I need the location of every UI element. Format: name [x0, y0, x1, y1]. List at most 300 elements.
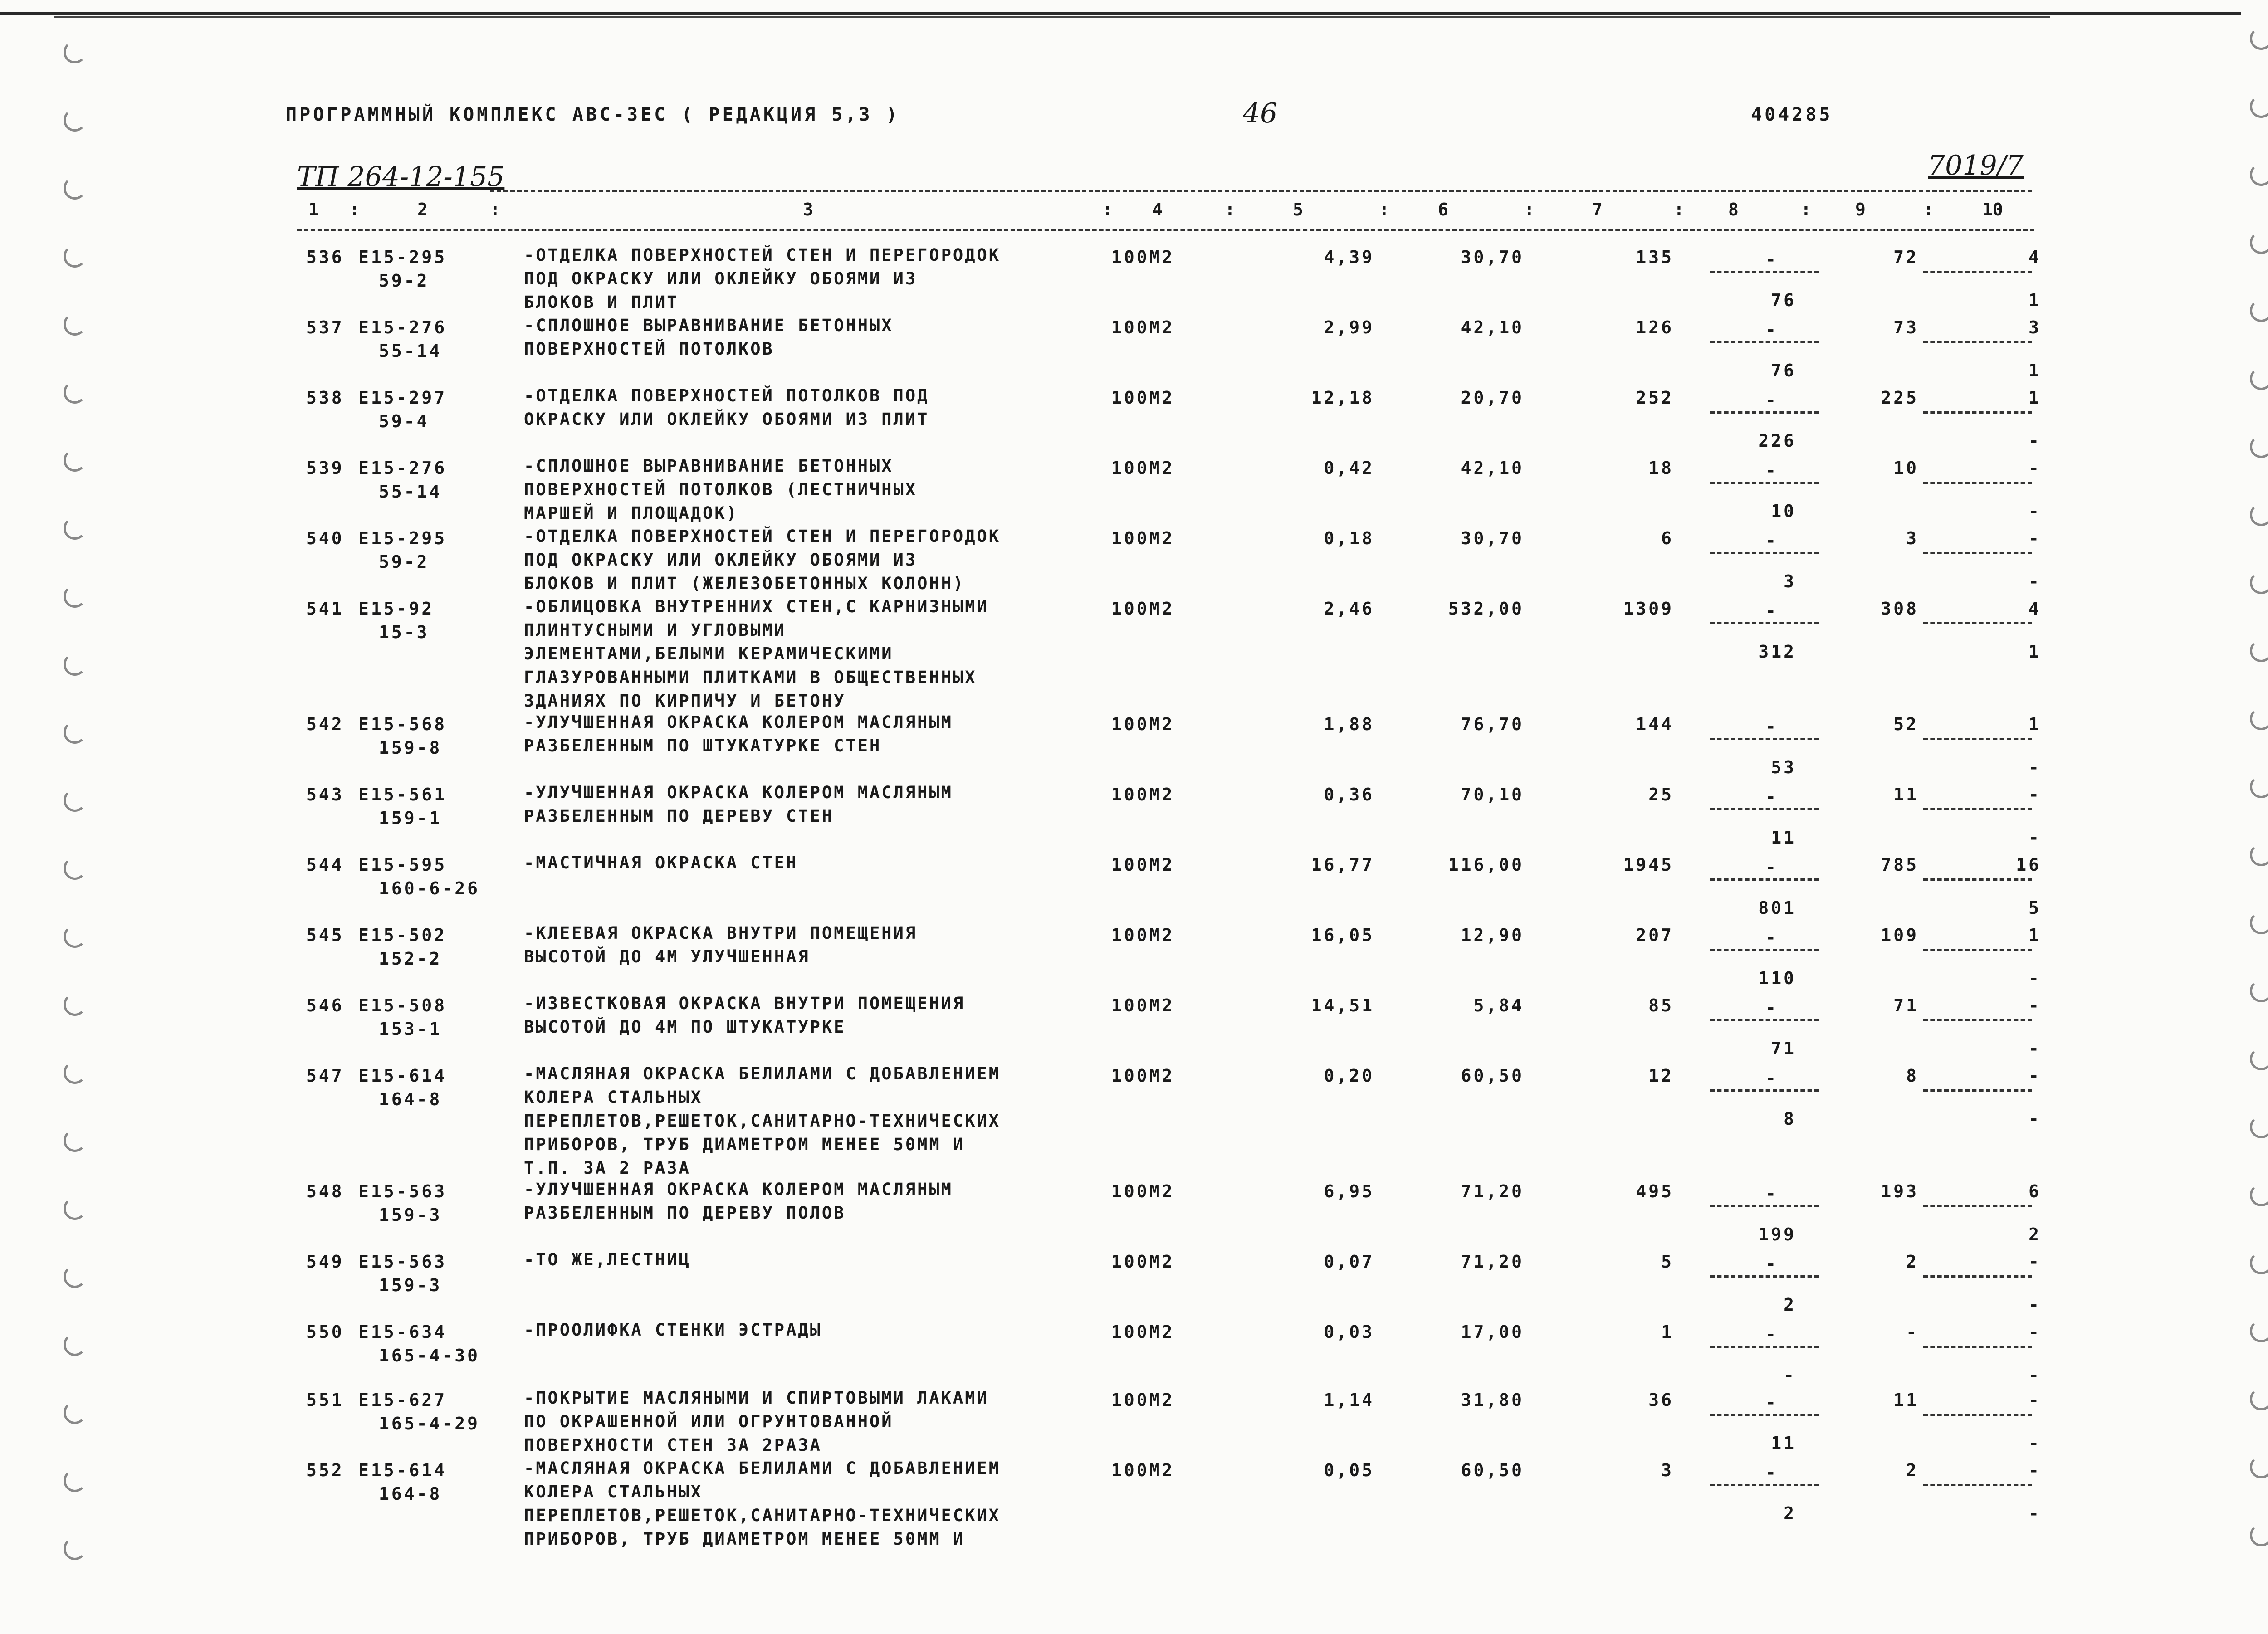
description-line: -ИЗВЕСТКОВАЯ ОКРАСКА ВНУТРИ ПОМЕЩЕНИЯ [524, 994, 965, 1013]
top-border-inner [54, 16, 2050, 18]
col10-divider [1923, 341, 2032, 343]
col8-top: - [1765, 249, 1778, 269]
work-description [524, 454, 1114, 525]
column-separator: : [1674, 200, 1684, 219]
description-line: РАЗБЕЛЕННЫМ ПО ДЕРЕВУ СТЕН [524, 806, 834, 826]
rate-subcode: 159-1 [379, 808, 442, 828]
row-number: 537 [306, 317, 344, 337]
total-cost: 3 [1661, 1460, 1674, 1480]
rate-subcode: 59-4 [379, 411, 430, 431]
col8-top: - [1765, 1254, 1778, 1274]
col10-top: - [2028, 995, 2041, 1015]
col10-divider [1923, 1205, 2032, 1207]
rate-subcode: 164-8 [379, 1484, 442, 1504]
work-description [524, 1062, 1114, 1180]
column-number: 8 [1728, 200, 1739, 219]
col9-value: 72 [1893, 247, 1919, 267]
total-cost: 1 [1661, 1322, 1674, 1342]
description-line: БЛОКОВ И ПЛИТ [524, 293, 679, 312]
perforation-hole [2250, 27, 2268, 50]
rate-subcode: 164-8 [379, 1089, 442, 1109]
col10-divider [1923, 949, 2032, 951]
col8-divider [1710, 1019, 1819, 1021]
perforation-hole [2250, 1456, 2268, 1478]
description-line: ЭЛЕМЕНТАМИ,БЕЛЫМИ КЕРАМИЧЕСКИМИ [524, 644, 894, 663]
col8-divider [1710, 1484, 1819, 1486]
quantity: 0,20 [1324, 1066, 1374, 1086]
col8-top: - [1765, 320, 1778, 340]
col9-value: 52 [1893, 714, 1919, 734]
col10-top: - [2028, 1322, 2041, 1342]
perforation-hole [64, 1401, 86, 1424]
col8-top: - [1765, 787, 1778, 807]
description-line: ПЛИНТУСНЫМИ И УГЛОВЫМИ [524, 620, 787, 640]
header-rule-top [490, 190, 2032, 192]
col10-bottom: 1 [2028, 642, 2041, 662]
rate-code: Е15-295 [358, 247, 447, 267]
work-description [524, 711, 1114, 758]
unit: 100М2 [1111, 388, 1175, 408]
total-cost: 1945 [1623, 855, 1674, 875]
work-description [524, 992, 1114, 1039]
col9-value: 11 [1893, 1390, 1919, 1410]
quantity: 1,14 [1324, 1390, 1374, 1410]
unit-price: 71,20 [1461, 1252, 1524, 1272]
description-line: ПЕРЕПЛЕТОВ,РЕШЕТОК,САНИТАРНО-ТЕХНИЧЕСКИХ [524, 1111, 1001, 1131]
perforation-hole [2250, 980, 2268, 1002]
rate-code: Е15-563 [358, 1181, 447, 1201]
rate-code: Е15-502 [358, 925, 447, 945]
quantity: 2,46 [1324, 599, 1374, 619]
perforation-hole [64, 1265, 86, 1288]
unit: 100М2 [1111, 1460, 1175, 1480]
rate-code: Е15-92 [358, 599, 435, 619]
col8-divider [1710, 1089, 1819, 1092]
col8-top: - [1765, 390, 1778, 410]
col10-top: - [2028, 458, 2041, 478]
rate-subcode: 59-2 [379, 271, 430, 291]
perforation-hole [2250, 367, 2268, 390]
col8-top: - [1765, 531, 1778, 551]
column-number: 9 [1855, 200, 1866, 219]
col10-top: - [2028, 1390, 2041, 1410]
col10-top: 1 [2028, 714, 2041, 734]
quantity: 16,05 [1311, 925, 1374, 945]
col8-bottom: 110 [1758, 968, 1796, 988]
quantity: 1,88 [1324, 714, 1374, 734]
rate-subcode: 15-3 [379, 622, 430, 642]
col10-divider [1923, 622, 2032, 624]
description-line: -ОТДЕЛКА ПОВЕРХНОСТЕЙ ПОТОЛКОВ ПОД [524, 386, 929, 405]
perforation-hole [2250, 1252, 2268, 1274]
perforation-hole [64, 1197, 86, 1220]
col10-divider [1923, 1089, 2032, 1092]
col10-divider [1923, 411, 2032, 414]
col10-divider [1923, 1019, 2032, 1021]
col9-value: 109 [1881, 925, 1919, 945]
work-description [524, 1457, 1114, 1551]
rate-subcode: 160-6-26 [379, 878, 480, 898]
rate-subcode: 159-3 [379, 1205, 442, 1225]
perforation-hole [2250, 1320, 2268, 1342]
unit: 100М2 [1111, 785, 1175, 805]
col8-bottom: 76 [1771, 361, 1796, 380]
row-number: 552 [306, 1460, 344, 1480]
quantity: 12,18 [1311, 388, 1374, 408]
unit-price: 12,90 [1461, 925, 1524, 945]
perforation-hole [2250, 231, 2268, 254]
perforation-hole [2250, 1048, 2268, 1070]
col8-top: - [1765, 1068, 1778, 1088]
description-line: ОКРАСКУ ИЛИ ОКЛЕЙКУ ОБОЯМИ ИЗ ПЛИТ [524, 410, 929, 429]
col10-divider [1923, 1275, 2032, 1278]
perforation-hole [2250, 1524, 2268, 1546]
col8-bottom: - [1784, 1365, 1796, 1385]
col10-top: 6 [2028, 1181, 2041, 1201]
perforation-hole [2250, 1184, 2268, 1206]
rate-code: Е15-508 [358, 995, 447, 1015]
perforation-hole [64, 41, 86, 63]
col10-divider [1923, 552, 2032, 554]
col10-top: 16 [2016, 855, 2041, 875]
col8-top: - [1765, 717, 1778, 737]
col8-top: - [1765, 460, 1778, 480]
quantity: 4,39 [1324, 247, 1374, 267]
col8-bottom: 226 [1758, 431, 1796, 451]
col8-top: - [1765, 927, 1778, 947]
description-line: ПОВЕРХНОСТЕЙ ПОТОЛКОВ (ЛЕСТНИЧНЫХ [524, 480, 918, 499]
description-line: РАЗБЕЛЕННЫМ ПО ДЕРЕВУ ПОЛОВ [524, 1203, 846, 1223]
perforation-hole [64, 1333, 86, 1356]
work-description [524, 384, 1114, 431]
description-line: ГЛАЗУРОВАННЫМИ ПЛИТКАМИ В ОБЩЕСТВЕННЫХ [524, 668, 977, 687]
unit-price: 60,50 [1461, 1066, 1524, 1086]
total-cost: 495 [1636, 1181, 1674, 1201]
work-description [524, 525, 1114, 595]
col9-value: 73 [1893, 317, 1919, 337]
col10-divider [1923, 1346, 2032, 1348]
column-separator: : [1801, 200, 1811, 219]
column-number: 7 [1592, 200, 1603, 219]
unit-price: 116,00 [1448, 855, 1524, 875]
col9-value: 2 [1906, 1252, 1919, 1272]
row-number: 549 [306, 1252, 344, 1272]
rate-subcode: 59-2 [379, 552, 430, 572]
work-description [524, 851, 1114, 875]
column-separator: : [349, 200, 360, 219]
unit-price: 70,10 [1461, 785, 1524, 805]
unit-price: 31,80 [1461, 1390, 1524, 1410]
col8-bottom: 199 [1758, 1224, 1796, 1244]
rate-subcode: 165-4-30 [379, 1346, 480, 1366]
project-designation: ТП 264-12-155 [297, 161, 505, 193]
rate-code: Е15-627 [358, 1390, 447, 1410]
rate-code: Е15-297 [358, 388, 447, 408]
row-number: 543 [306, 785, 344, 805]
column-number: 1 [308, 200, 319, 219]
description-line: ПРИБОРОВ, ТРУБ ДИАМЕТРОМ МЕНЕЕ 50ММ И [524, 1529, 965, 1549]
col10-top: - [2028, 1252, 2041, 1272]
perforation-hole [64, 1469, 86, 1492]
rate-subcode: 153-1 [379, 1019, 442, 1039]
unit-price: 42,10 [1461, 317, 1524, 337]
rate-subcode: 55-14 [379, 341, 442, 361]
description-line: КОЛЕРА СТАЛЬНЫХ [524, 1088, 703, 1107]
col8-bottom: 71 [1771, 1039, 1796, 1058]
description-line: -СПЛОШНОЕ ВЫРАВНИВАНИЕ БЕТОННЫХ [524, 456, 894, 476]
work-description [524, 314, 1114, 361]
total-cost: 126 [1636, 317, 1674, 337]
description-line: ВЫСОТОЙ ДО 4М УЛУЧШЕННАЯ [524, 947, 810, 966]
col9-value: 3 [1906, 528, 1919, 548]
col10-bottom: - [2028, 1039, 2041, 1058]
col8-divider [1710, 949, 1819, 951]
col8-divider [1710, 1414, 1819, 1416]
col8-divider [1710, 1205, 1819, 1207]
col10-divider [1923, 878, 2032, 881]
col10-divider [1923, 1414, 2032, 1416]
total-cost: 1309 [1623, 599, 1674, 619]
col8-bottom: 53 [1771, 757, 1796, 777]
total-cost: 25 [1648, 785, 1674, 805]
description-line: ПОВЕРХНОСТИ СТЕН ЗА 2РАЗА [524, 1435, 822, 1455]
description-line: ВЫСОТОЙ ДО 4М ПО ШТУКАТУРКЕ [524, 1017, 846, 1037]
description-line: ПО ОКРАШЕННОЙ ИЛИ ОГРУНТОВАННОЙ [524, 1412, 894, 1431]
rate-code: Е15-614 [358, 1460, 447, 1480]
unit-price: 532,00 [1448, 599, 1524, 619]
unit: 100М2 [1111, 925, 1175, 945]
rate-code: Е15-295 [358, 528, 447, 548]
perforation-hole [2250, 299, 2268, 322]
col9-value: 785 [1881, 855, 1919, 875]
perforation-hole [64, 653, 86, 676]
unit: 100М2 [1111, 247, 1175, 267]
col10-bottom: - [2028, 968, 2041, 988]
perforation-hole [64, 1061, 86, 1084]
work-description [524, 244, 1114, 314]
col10-top: - [2028, 528, 2041, 548]
description-line: ПОВЕРХНОСТЕЙ ПОТОЛКОВ [524, 339, 774, 359]
perforation-hole [64, 993, 86, 1016]
unit: 100М2 [1111, 1181, 1175, 1201]
unit: 100М2 [1111, 1390, 1175, 1410]
unit: 100М2 [1111, 599, 1175, 619]
perforation-hole [64, 925, 86, 948]
total-cost: 207 [1636, 925, 1674, 945]
description-line: ЗДАНИЯХ ПО КИРПИЧУ И БЕТОНУ [524, 691, 846, 711]
rate-subcode: 55-14 [379, 482, 442, 502]
perforation-hole [64, 721, 86, 744]
col9-value: 10 [1893, 458, 1919, 478]
description-line: ПРИБОРОВ, ТРУБ ДИАМЕТРОМ МЕНЕЕ 50ММ И [524, 1135, 965, 1154]
col10-divider [1923, 738, 2032, 740]
col8-divider [1710, 1346, 1819, 1348]
col8-divider [1710, 738, 1819, 740]
description-line: -ОТДЕЛКА ПОВЕРХНОСТЕЙ СТЕН И ПЕРЕГОРОДОК [524, 527, 1001, 546]
header-rule-bottom [297, 229, 2034, 231]
row-number: 540 [306, 528, 344, 548]
quantity: 16,77 [1311, 855, 1374, 875]
col10-bottom: 2 [2028, 1224, 2041, 1244]
description-line: КОЛЕРА СТАЛЬНЫХ [524, 1482, 703, 1502]
col10-bottom: 1 [2028, 361, 2041, 380]
rate-code: Е15-614 [358, 1066, 447, 1086]
col8-bottom: 2 [1784, 1295, 1796, 1315]
row-number: 541 [306, 599, 344, 619]
row-number: 538 [306, 388, 344, 408]
unit: 100М2 [1111, 855, 1175, 875]
column-number: 2 [417, 200, 428, 219]
col10-divider [1923, 808, 2032, 810]
col8-top: - [1765, 1463, 1778, 1483]
column-separator: : [1379, 200, 1389, 219]
perforation-hole [64, 857, 86, 880]
col9-value: 193 [1881, 1181, 1919, 1201]
col10-bottom: 5 [2028, 898, 2041, 918]
quantity: 0,03 [1324, 1322, 1374, 1342]
rate-code: Е15-276 [358, 458, 447, 478]
page-number: 46 [1243, 98, 1278, 129]
perforation-hole [2250, 435, 2268, 458]
work-description [524, 781, 1114, 828]
unit-price: 30,70 [1461, 247, 1524, 267]
program-title: ПРОГРАММНЫЙ КОМПЛЕКС АВС-3ЕС ( РЕДАКЦИЯ 5,3 ) [286, 104, 900, 125]
column-number: 4 [1152, 200, 1163, 219]
top-border [0, 12, 2241, 15]
row-number: 546 [306, 995, 344, 1015]
rate-subcode: 152-2 [379, 949, 442, 969]
col9-value: 2 [1906, 1460, 1919, 1480]
row-number: 536 [306, 247, 344, 267]
unit-price: 71,20 [1461, 1181, 1524, 1201]
col8-divider [1710, 808, 1819, 810]
col10-bottom: - [2028, 1433, 2041, 1453]
perforation-hole [2250, 163, 2268, 186]
col8-top: - [1765, 1392, 1778, 1412]
col9-value: 8 [1906, 1066, 1919, 1086]
col10-top: 4 [2028, 599, 2041, 619]
perforation-hole [2250, 776, 2268, 798]
perforation-hole [64, 517, 86, 540]
column-separator: : [1225, 200, 1235, 219]
col8-bottom: 11 [1771, 828, 1796, 848]
col10-bottom: - [2028, 571, 2041, 591]
quantity: 0,36 [1324, 785, 1374, 805]
description-line: -МАСЛЯНАЯ ОКРАСКА БЕЛИЛАМИ С ДОБАВЛЕНИЕМ [524, 1458, 1001, 1478]
description-line: -СПЛОШНОЕ ВЫРАВНИВАНИЕ БЕТОННЫХ [524, 316, 894, 335]
col8-divider [1710, 411, 1819, 414]
column-separator: : [1102, 200, 1113, 219]
col8-divider [1710, 271, 1819, 273]
col9-value: 11 [1893, 785, 1919, 805]
work-description [524, 1178, 1114, 1225]
column-separator: : [1524, 200, 1535, 219]
perforation-hole [2250, 503, 2268, 526]
work-description [524, 1386, 1114, 1457]
column-number: 5 [1293, 200, 1303, 219]
row-number: 542 [306, 714, 344, 734]
col8-top: - [1765, 857, 1778, 877]
perforation-hole [2250, 639, 2268, 662]
rate-subcode: 159-8 [379, 738, 442, 758]
description-line: МАРШЕЙ И ПЛОЩАДОК) [524, 503, 738, 523]
perforation-hole [2250, 95, 2268, 118]
description-line: -ОБЛИЦОВКА ВНУТРЕННИХ СТЕН,С КАРНИЗНЫМИ [524, 597, 989, 616]
total-cost: 5 [1661, 1252, 1674, 1272]
col8-divider [1710, 341, 1819, 343]
col8-bottom: 2 [1784, 1503, 1796, 1523]
col8-bottom: 11 [1771, 1433, 1796, 1453]
col8-bottom: 10 [1771, 501, 1796, 521]
description-line: -ТО ЖЕ,ЛЕСТНИЦ [524, 1250, 691, 1269]
total-cost: 36 [1648, 1390, 1674, 1410]
col10-divider [1923, 482, 2032, 484]
row-number: 544 [306, 855, 344, 875]
description-line: ПЕРЕПЛЕТОВ,РЕШЕТОК,САНИТАРНО-ТЕХНИЧЕСКИХ [524, 1506, 1001, 1525]
column-number: 6 [1438, 200, 1448, 219]
row-number: 547 [306, 1066, 344, 1086]
col10-bottom: - [2028, 501, 2041, 521]
unit: 100М2 [1111, 458, 1175, 478]
col9-value: 71 [1893, 995, 1919, 1015]
description-line: -ОТДЕЛКА ПОВЕРХНОСТЕЙ СТЕН И ПЕРЕГОРОДОК [524, 245, 1001, 265]
col9-value: 225 [1881, 388, 1919, 408]
col8-divider [1710, 878, 1819, 881]
work-description [524, 922, 1114, 969]
description-line: -УЛУЧШЕННАЯ ОКРАСКА КОЛЕРОМ МАСЛЯНЫМ [524, 712, 953, 732]
description-line: -МАСТИЧНАЯ ОКРАСКА СТЕН [524, 853, 798, 873]
unit-price: 30,70 [1461, 528, 1524, 548]
col8-bottom: 76 [1771, 290, 1796, 310]
col8-divider [1710, 482, 1819, 484]
column-separator: : [1923, 200, 1934, 219]
perforation-hole [64, 109, 86, 132]
col8-divider [1710, 622, 1819, 624]
col10-divider [1923, 271, 2032, 273]
perforation-hole [64, 177, 86, 200]
col10-top: - [2028, 1066, 2041, 1086]
total-cost: 144 [1636, 714, 1674, 734]
work-description [524, 1248, 1114, 1272]
quantity: 0,18 [1324, 528, 1374, 548]
col10-bottom: - [2028, 1365, 2041, 1385]
description-line: -МАСЛЯНАЯ ОКРАСКА БЕЛИЛАМИ С ДОБАВЛЕНИЕМ [524, 1064, 1001, 1083]
unit-price: 17,00 [1461, 1322, 1524, 1342]
unit: 100М2 [1111, 714, 1175, 734]
total-cost: 12 [1648, 1066, 1674, 1086]
perforation-hole [64, 1129, 86, 1152]
col10-bottom: - [2028, 1109, 2041, 1129]
row-number: 539 [306, 458, 344, 478]
perforation-hole [64, 245, 86, 268]
col10-top: 1 [2028, 925, 2041, 945]
row-number: 548 [306, 1181, 344, 1201]
unit-price: 42,10 [1461, 458, 1524, 478]
col8-bottom: 3 [1784, 571, 1796, 591]
work-description [524, 1318, 1114, 1342]
rate-code: Е15-561 [358, 785, 447, 805]
rate-code: Е15-595 [358, 855, 447, 875]
quantity: 0,07 [1324, 1252, 1374, 1272]
description-line: -УЛУЧШЕННАЯ ОКРАСКА КОЛЕРОМ МАСЛЯНЫМ [524, 1180, 953, 1199]
rate-code: Е15-568 [358, 714, 447, 734]
col8-top: - [1765, 601, 1778, 621]
col10-bottom: - [2028, 757, 2041, 777]
col10-top: 3 [2028, 317, 2041, 337]
unit-price: 5,84 [1473, 995, 1524, 1015]
row-number: 551 [306, 1390, 344, 1410]
description-line: -УЛУЧШЕННАЯ ОКРАСКА КОЛЕРОМ МАСЛЯНЫМ [524, 783, 953, 802]
